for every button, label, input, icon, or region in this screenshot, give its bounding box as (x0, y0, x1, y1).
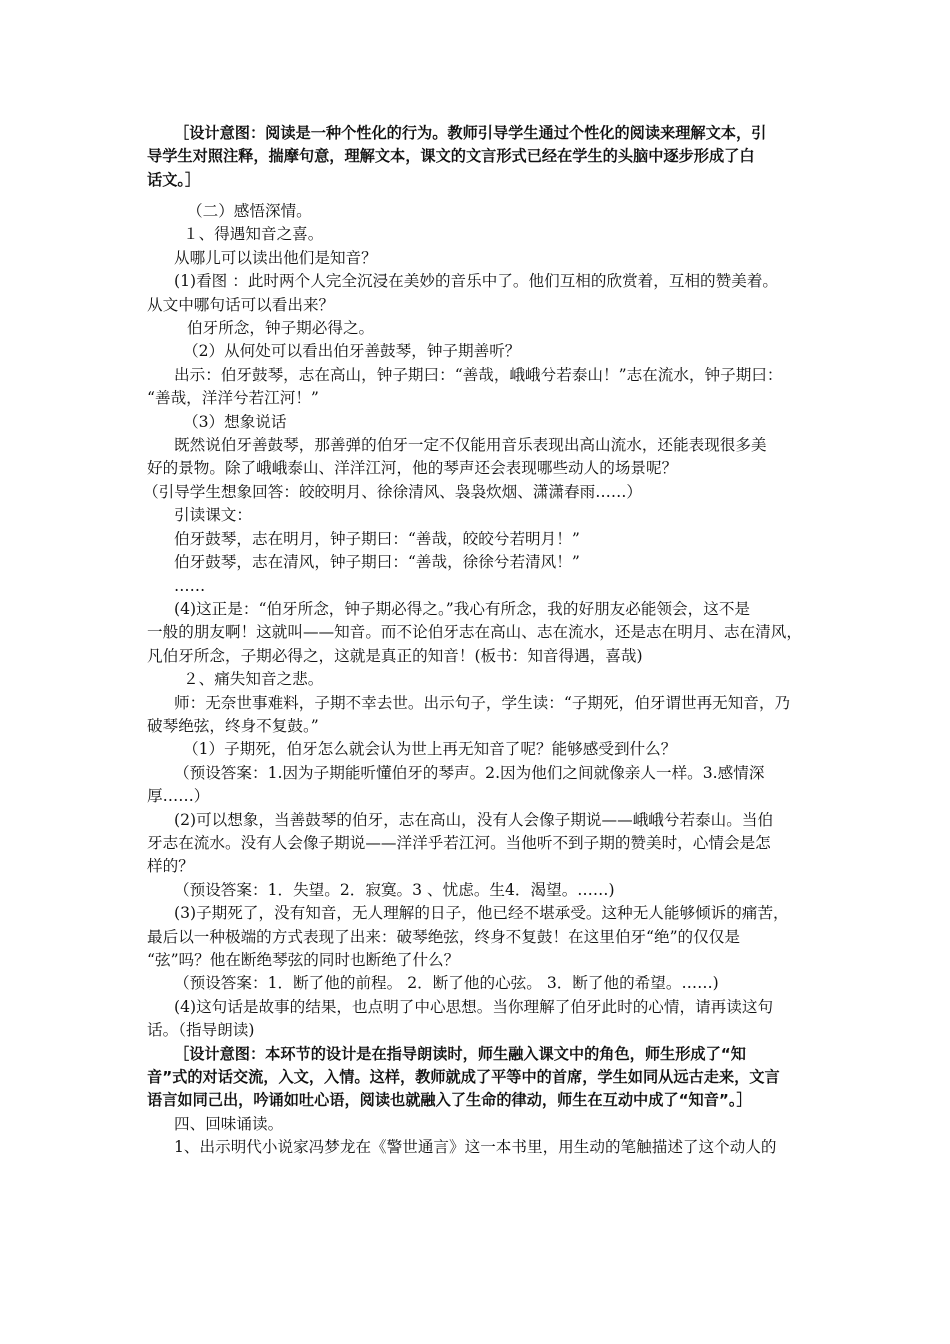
text-line: 语言如同己出，吟诵如吐心语，阅读也就融入了生命的律动，师生在互动中成了“知音”。］ (147, 1091, 752, 1110)
text-line: …… (174, 576, 206, 595)
text-line: (1)看图 ：此时两个人完全沉浸在美妙的音乐中了。他们互相的欣赏着，互相的赞美着。 (174, 272, 779, 291)
text-line: 引读课文： (174, 506, 252, 525)
quote-line (147, 551, 810, 574)
subsection-heading (147, 223, 810, 246)
paragraph (147, 996, 810, 1043)
text-line: 音”式的对话交流，入文，入情。这样，教师就成了平等中的首席，学生如同从远古走来，文言 (147, 1068, 780, 1087)
ellipsis-line (147, 575, 810, 598)
paragraph (147, 434, 810, 481)
text-line: （3）想象说话 (183, 412, 287, 431)
paragraph (147, 364, 810, 411)
text-line: 1、出示明代小说家冯梦龙在《警世通言》这一本书里，用生动的笔触描述了这个动人的 (174, 1138, 777, 1157)
text-line: （2）从何处可以看出伯牙善鼓琴，钟子期善听？ (183, 342, 521, 361)
text-line: 四、回味诵读。 (174, 1114, 284, 1133)
paragraph (147, 692, 810, 739)
text-line: 厚……） (147, 787, 210, 806)
paragraph (147, 340, 810, 363)
text-line: ２、痛失知音之悲。 (183, 670, 324, 689)
text-line: 好的景物。除了峨峨泰山、洋洋江河，他的琴声还会表现哪些动人的场景呢？ (147, 459, 678, 478)
paragraph (147, 122, 810, 192)
paragraph (147, 598, 810, 668)
paragraph (147, 247, 810, 270)
paragraph (143, 481, 810, 504)
text-line: 凡伯牙所念，子期必得之，这就是真正的知音！(板书：知音得遇，喜哉) (147, 646, 643, 665)
paragraph (147, 411, 810, 434)
text-line: （预设答案：1.因为子期能听懂伯牙的琴声。2.因为他们之间就像亲人一样。3.感情深 (174, 763, 765, 782)
text-line: 话文。］ (147, 170, 201, 189)
paragraph (147, 270, 810, 317)
section-heading (147, 200, 810, 223)
text-line: （二）感悟深情。 (187, 202, 312, 220)
paragraph (147, 902, 810, 972)
text-line: 师：无奈世事难料，子期不幸去世。出示句子，学生读：“子期死，伯牙谓世再无知音，乃 (174, 693, 791, 712)
text-line: ［设计意图：本环节的设计是在指导朗读时，师生融入课文中的角色，师生形成了“知 (174, 1044, 746, 1063)
text-line: (4)这正是：“伯牙所念，钟子期必得之。”我心有所念，我的好朋友必能领会，这不是 (174, 599, 751, 618)
text-line: 一般的朋友啊！这就叫——知音。而不论伯牙志在高山、志在流水，还是志在明月、志在清风， (147, 623, 802, 642)
text-line: 伯牙鼓琴，志在清风，钟子期曰：“善哉，徐徐兮若清风！” (174, 553, 580, 572)
subsection-heading (147, 668, 810, 691)
text-line: 破琴绝弦，终身不复鼓。” (147, 716, 319, 735)
text-line: 从文中哪句话可以看出来？ (147, 295, 335, 314)
text-line: 伯牙所念，钟子期必得之。 (187, 319, 375, 338)
text-line: (3)子期死了，没有知音，无人理解的日子，他已经不堪承受。这种无人能够倾诉的痛苦， (174, 904, 789, 923)
text-line: （引导学生想象回答：皎皎明月、徐徐清风、袅袅炊烟、潇潇春雨……） (143, 482, 643, 501)
paragraph (147, 762, 810, 809)
quote-line (147, 317, 810, 340)
paragraph (147, 809, 810, 879)
paragraph (147, 1136, 810, 1159)
text-line: （预设答案：1．断了他的前程。 2．断了他的心弦。 3．断了他的希望。……) (174, 974, 719, 993)
text-line: (4)这句话是故事的结果，也点明了中心思想。当你理解了伯牙此时的心情，请再读这句 (174, 997, 774, 1016)
body-text (143, 200, 810, 1160)
quote-line (147, 528, 810, 551)
section-heading (147, 1113, 810, 1136)
text-line: １、得遇知音之喜。 (183, 225, 324, 244)
text-line: 最后以一种极端的方式表现了出来：破琴绝弦，终身不复鼓！在这里伯牙“绝”的仅仅是 (147, 927, 740, 946)
text-line: （1）子期死，伯牙怎么就会认为世上再无知音了呢？能够感受到什么？ (183, 740, 677, 759)
text-line: 牙志在流水。没有人会像子期说——洋洋乎若江河。当他听不到子期的赞美时，心情会是怎 (147, 833, 771, 852)
paragraph (147, 879, 810, 902)
text-line: 话。（指导朗读) (147, 1021, 255, 1040)
text-line: (2)可以想象，当善鼓琴的伯牙，志在高山，没有人会像子期说——峨峨兮若泰山。当伯 (174, 810, 774, 829)
text-line: “弦”吗？他在断绝琴弦的同时也断绝了什么？ (147, 951, 460, 969)
text-line: 既然说伯牙善鼓琴，那善弹的伯牙一定不仅能用音乐表现出高山流水，还能表现很多美 (174, 436, 767, 455)
text-line: 出示：伯牙鼓琴，志在高山，钟子期曰：“善哉，峨峨兮若泰山！”志在流水，钟子期曰： (174, 365, 783, 384)
text-line: （预设答案：1．失望。2．寂寞。3 、忧虑。生4．渴望。……) (174, 880, 615, 899)
paragraph (147, 738, 810, 761)
design-intent-note-1 (147, 122, 810, 192)
paragraph (147, 504, 810, 527)
text-line: ［设计意图：阅读是一种个性化的行为。教师引导学生通过个性化的阅读来理解文本，引 (174, 124, 767, 142)
text-line: “善哉，洋洋兮若江河！” (147, 389, 319, 408)
text-line: 从哪儿可以读出他们是知音？ (174, 248, 377, 267)
text-line: 伯牙鼓琴，志在明月，钟子期曰：“善哉，皎皎兮若明月！” (174, 529, 580, 548)
paragraph (147, 972, 810, 995)
design-intent-note-2 (147, 1043, 810, 1113)
text-line: 导学生对照注释，揣摩句意，理解文本，课文的文言形式已经在学生的头脑中逐步形成了白 (147, 147, 755, 166)
text-line: 样的？ (147, 857, 194, 876)
